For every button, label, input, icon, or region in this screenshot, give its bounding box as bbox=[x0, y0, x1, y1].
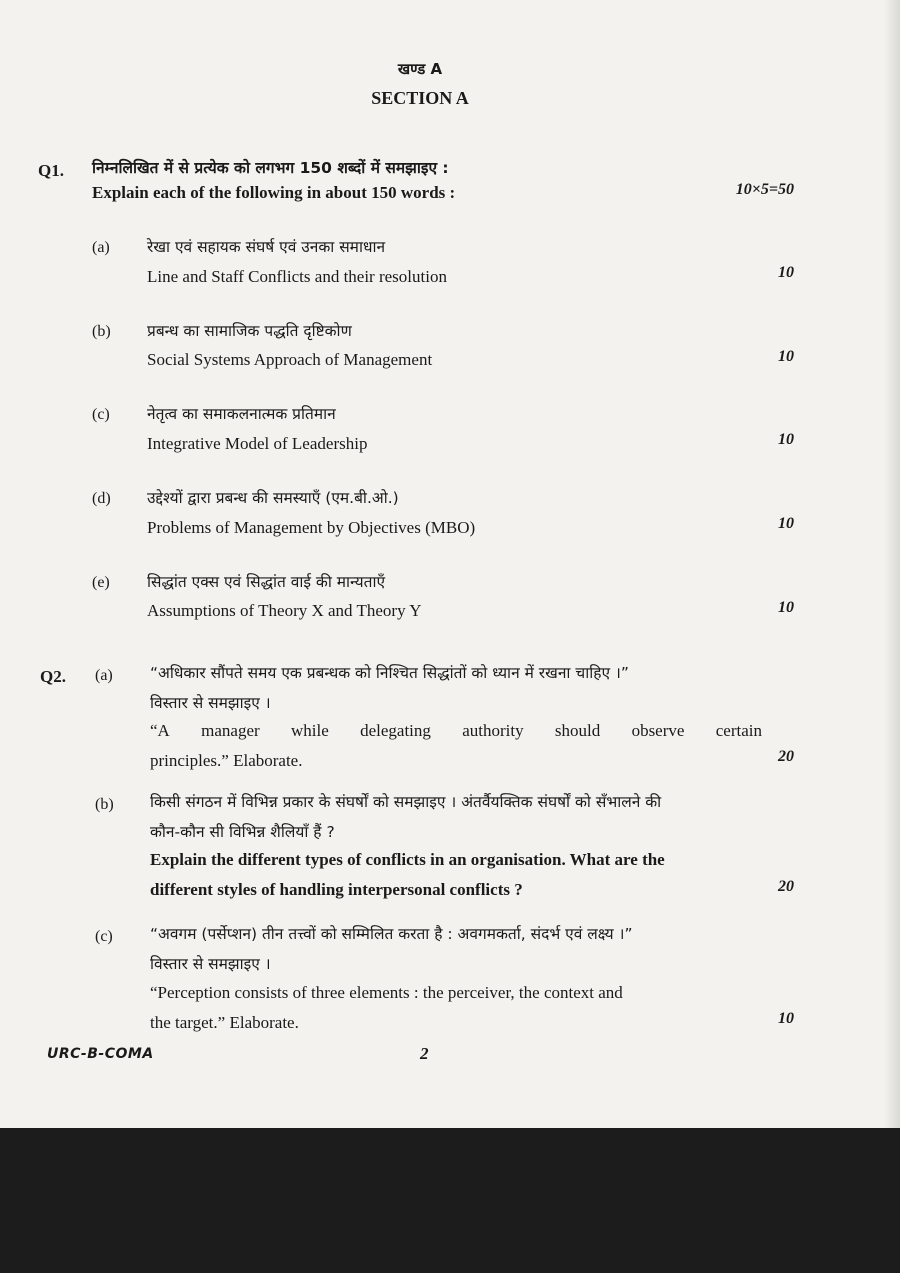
question-1-number: Q1. bbox=[38, 161, 64, 180]
word: delegating bbox=[360, 721, 431, 740]
q1-part-a-marks: 10 bbox=[778, 264, 794, 281]
q1-part-b-marks: 10 bbox=[778, 348, 794, 365]
q2-part-b-text-line2: different styles of handling interpersonal conflicts ? bbox=[150, 880, 523, 899]
word: observe bbox=[631, 721, 685, 740]
word: certain bbox=[715, 721, 762, 740]
q2-part-b-hindi-line1: किसी संगठन में विभिन्न प्रकार के संघर्षों को समझाइए । अंतर्वैयक्तिक संघर्षों को सँभालने की bbox=[150, 793, 662, 811]
q1-part-d-label: (d) bbox=[92, 490, 111, 507]
q1-part-b-hindi: प्रबन्ध का सामाजिक पद्धति दृष्टिकोण bbox=[147, 322, 352, 340]
q2-part-c-hindi-line1: “अवगम (पर्सेप्शन) तीन तत्त्वों को सम्मिलित करता है : अवगमकर्ता, संदर्भ एवं लक्ष्य ।” bbox=[150, 925, 633, 943]
q1-part-b-text: Social Systems Approach of Management bbox=[147, 350, 433, 369]
q2-part-a-hindi-line1: “अधिकार सौंपते समय एक प्रबन्धक को निश्चित सिद्धांतों को ध्यान में रखना चाहिए ।” bbox=[150, 664, 629, 682]
q1-part-c-label: (c) bbox=[92, 406, 110, 423]
q2-part-c-text-line1: “Perception consists of three elements : the perceiver, the context and bbox=[150, 983, 623, 1002]
q1-part-c-hindi: नेतृत्व का समाकलनात्मक प्रतिमान bbox=[147, 405, 336, 423]
q2-part-a-label: (a) bbox=[95, 667, 113, 684]
q2-part-b-text-line1: Explain the different types of conflicts in an organisation. What are the bbox=[150, 850, 665, 869]
q1-part-d-text: Problems of Management by Objectives (MBO) bbox=[147, 518, 476, 537]
q2-part-a-text-line1 bbox=[150, 721, 762, 741]
word: manager bbox=[201, 721, 260, 740]
q2-part-c-text-line2: the target.” Elaborate. bbox=[150, 1013, 299, 1032]
q2-part-c-marks: 10 bbox=[778, 1010, 794, 1027]
question-1-instruction-hindi: निम्नलिखित में से प्रत्येक को लगभग 150 शब्दों में समझाइए : bbox=[92, 159, 449, 177]
q1-part-a-label: (a) bbox=[92, 239, 110, 256]
section-heading: SECTION A bbox=[371, 88, 469, 108]
word: should bbox=[554, 721, 601, 740]
q2-part-b-hindi-line2: कौन-कौन सी विभिन्न शैलियाँ हैं ? bbox=[150, 823, 335, 841]
q1-part-e-hindi: सिद्धांत एक्स एवं सिद्धांत वाई की मान्यताएँ bbox=[147, 573, 386, 591]
q2-part-a-hindi-line2: विस्तार से समझाइए । bbox=[150, 694, 271, 712]
q1-part-d-marks: 10 bbox=[778, 515, 794, 532]
q2-part-b-label: (b) bbox=[95, 796, 114, 813]
scan-background bbox=[0, 1128, 900, 1273]
word: authority bbox=[462, 721, 524, 740]
q2-part-c-hindi-line2: विस्तार से समझाइए । bbox=[150, 955, 271, 973]
q1-part-e-marks: 10 bbox=[778, 599, 794, 616]
word: “A bbox=[150, 721, 170, 740]
q1-part-e-text: Assumptions of Theory X and Theory Y bbox=[147, 601, 422, 620]
question-1-instruction: Explain each of the following in about 150 words : bbox=[92, 183, 456, 202]
word: while bbox=[290, 721, 329, 740]
q2-part-a-marks: 20 bbox=[778, 748, 794, 765]
q1-part-a-hindi: रेखा एवं सहायक संघर्ष एवं उनका समाधान bbox=[147, 238, 386, 256]
q1-part-c-text: Integrative Model of Leadership bbox=[147, 434, 368, 453]
q1-part-c-marks: 10 bbox=[778, 431, 794, 448]
paper-code: URC-B-COMA bbox=[47, 1046, 154, 1062]
q2-part-c-label: (c) bbox=[95, 928, 113, 945]
question-1-marks: 10×5=50 bbox=[735, 181, 794, 198]
page-number: 2 bbox=[420, 1044, 429, 1063]
q1-part-b-label: (b) bbox=[92, 323, 111, 340]
q1-part-e-label: (e) bbox=[92, 574, 110, 591]
question-2-number: Q2. bbox=[40, 667, 66, 686]
q2-part-b-marks: 20 bbox=[778, 878, 794, 895]
q2-part-a-text-line2: principles.” Elaborate. bbox=[150, 751, 303, 770]
q1-part-a-text: Line and Staff Conflicts and their resolution bbox=[147, 267, 447, 286]
q1-part-d-hindi: उद्देश्यों द्वारा प्रबन्ध की समस्याएँ (एम.बी.ओ.) bbox=[147, 489, 399, 507]
section-heading-hindi: खण्ड A bbox=[397, 60, 443, 78]
page-edge-shadow bbox=[884, 0, 900, 1128]
